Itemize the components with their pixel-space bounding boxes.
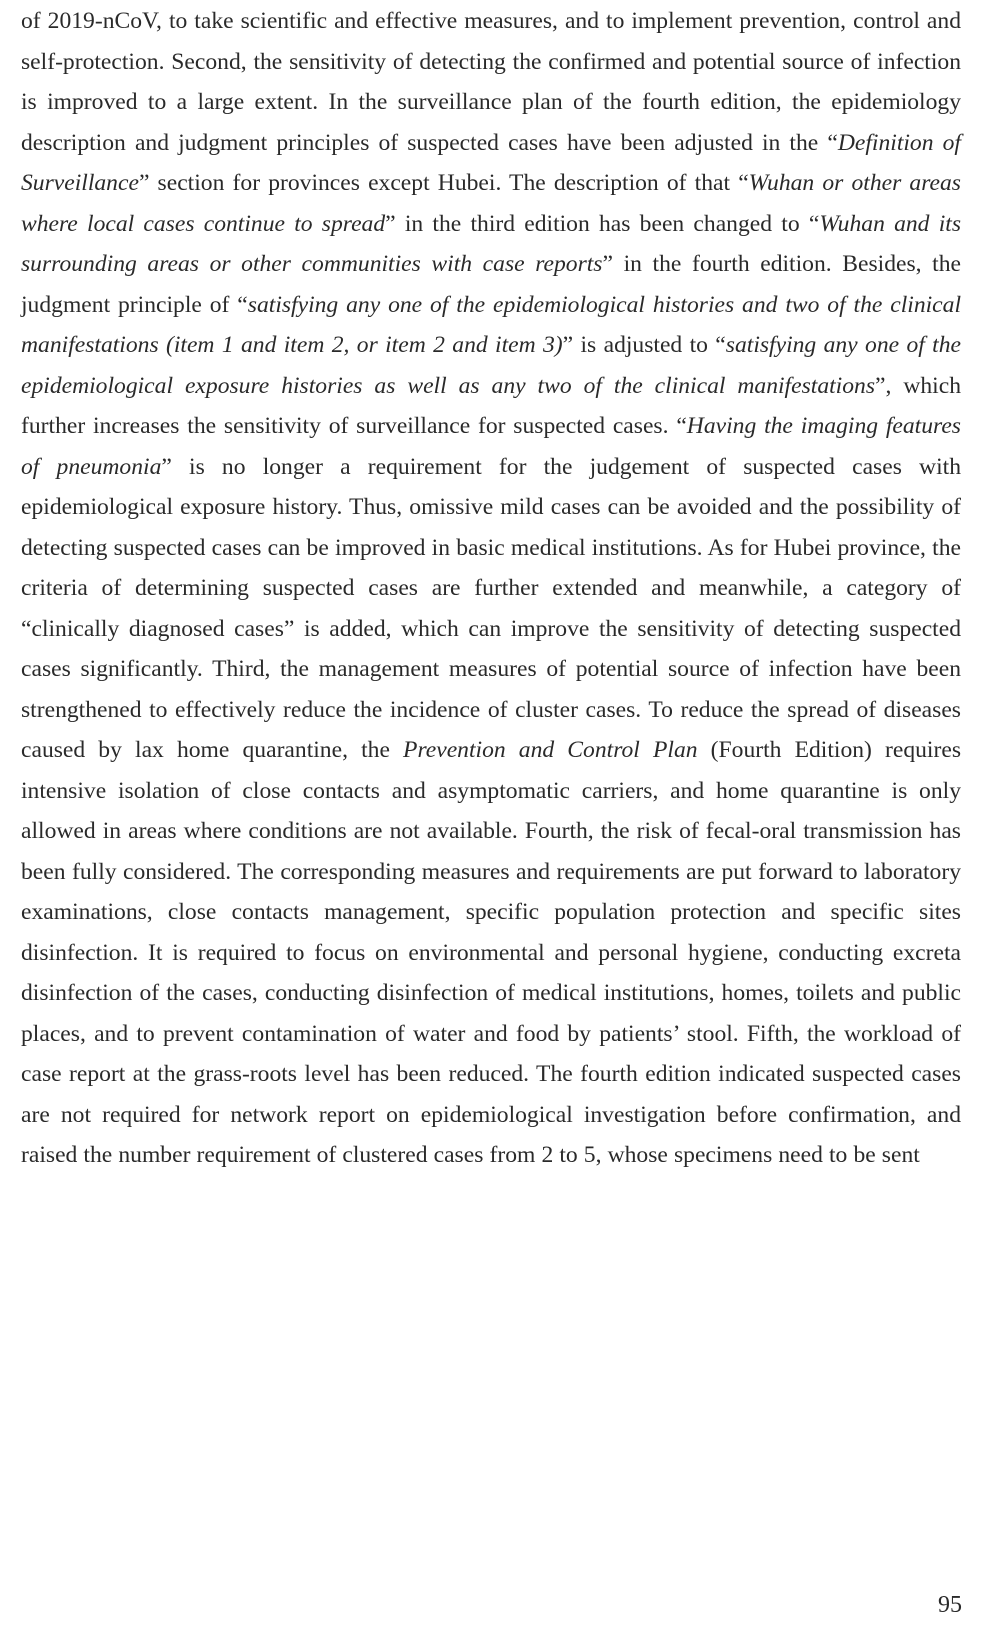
text-run: (Fourth Edition) requires intensive isolation of close contacts and asymptomatic carriers, and home quarantine is only allowed in areas where conditions are not available. Fourth, the risk of fecal-oral transmission has been fully considered. The corresponding measures and requirements are put forward to laboratory examinations, close contacts management, specific population protection and specific sites disinfection. It is required to focus on environmental and personal hygiene, conducting excreta disinfection of the cases, conducting disinfection of medical institutions, homes, toilets and public places, and to prevent contamination of water and food by patients’ stool. Fifth, the workload of case report at the grass-roots level has been reduced. The fourth edition indicated suspected cases are not required for network report on epidemiological investigation before confirmation, and raised the number requirement of clustered cases from 2 to 5, whose specimens need to be sent (21, 737, 961, 1168)
italic-quote: satisfying any one of the epidemiological histories and two of the clinical manifestations (item 1 and item 2, or item 2 and item 3) (21, 291, 961, 358)
text-run: ” is no longer a requirement for the judgement of suspected cases with epidemiological exposure history. Thus, omissive mild cases can be avoided and the possibility of detecting suspected cases can be improved in basic medical institutions. As for Hubei province, the criteria of determining suspected cases are further extended and meanwhile, a category of “clinically diagnosed cases” is added, which can improve the sensitivity of detecting suspected cases significantly. Third, the management measures of potential source of infection have been strengthened to effectively reduce the incidence of cluster cases. To reduce the spread of diseases caused by lax home quarantine, the (21, 453, 961, 763)
text-run: ” in the third edition has been changed to “ (385, 210, 820, 237)
italic-title: Prevention and Control Plan (403, 737, 698, 763)
italic-quote: satisfying any one of the epidemiological exposure histories as well as any two of the clinical manifestations (21, 332, 961, 399)
italic-quote: Wuhan or other areas where local cases continue to spread (21, 170, 961, 237)
text-run: ” in the fourth edition. Besides, the judgment principle of “ (21, 251, 961, 318)
body-text (21, 1, 961, 1176)
italic-quote: Having the imaging features of pneumonia (21, 413, 961, 480)
text-run: ” is adjusted to “ (562, 332, 726, 358)
main-paragraph (21, 1, 961, 1176)
italic-term: Definition of Surveillance (21, 129, 961, 196)
page-number: 95 (938, 1592, 962, 1618)
italic-quote: Wuhan and its surrounding areas or other communities with case reports (21, 210, 961, 277)
text-run: ”, which further increases the sensitivity of surveillance for suspected cases. “ (21, 372, 961, 439)
text-run: ” section for provinces except Hubei. The description of that “ (138, 170, 749, 196)
text-run: of 2019-nCoV, to take scientific and effective measures, and to implement prevention, control and self-protection. Second, the sensitivity of detecting the confirmed and potential source of infection is improved to a large extent. In the surveillance plan of the fourth edition, the epidemiology description and judgment principles of suspected cases have been adjusted in the “ (21, 8, 961, 156)
